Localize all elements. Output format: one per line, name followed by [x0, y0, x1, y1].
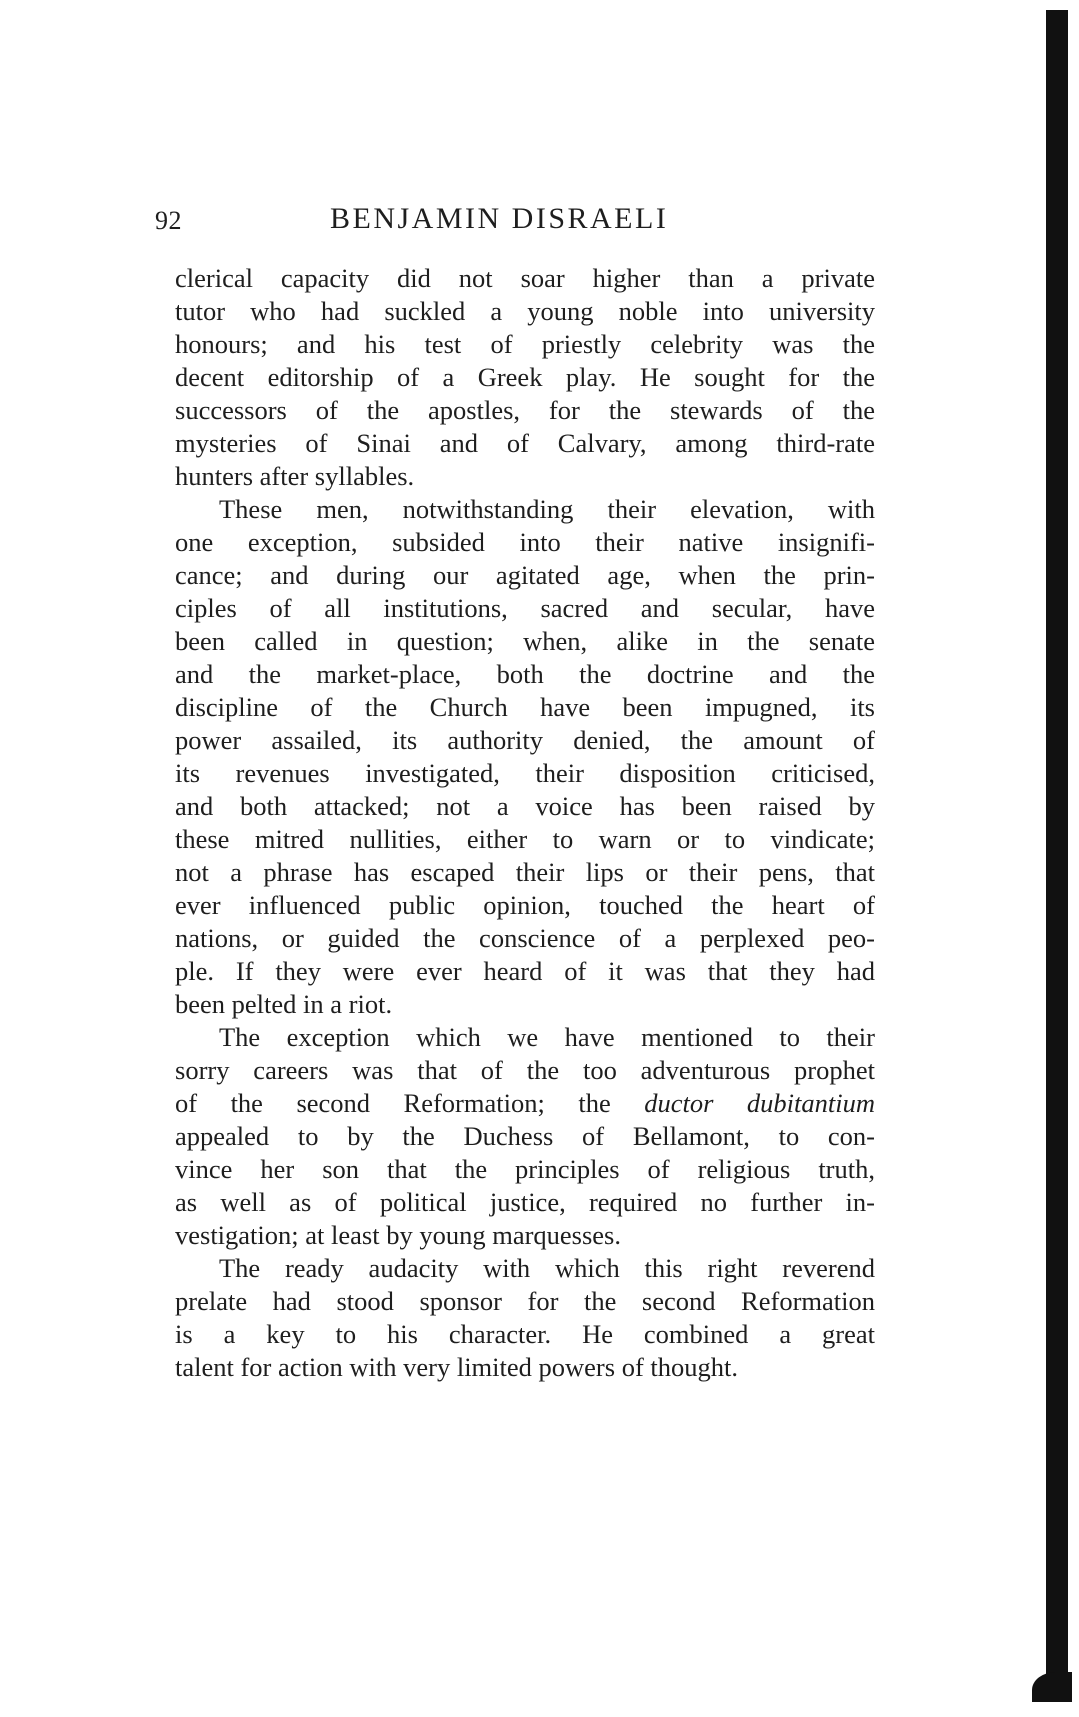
text-line: talent for action with very limited powers of thought.: [175, 1352, 738, 1382]
text-line: not a phrase has escaped their lips or their pens, that: [175, 857, 875, 887]
text-line: discipline of the Church have been impugned, its: [175, 692, 875, 722]
text-line: been pelted in a riot.: [175, 989, 393, 1019]
text-line: one exception, subsided into their native insignifi-: [175, 527, 875, 557]
scan-page-edge-corner: [1032, 1672, 1072, 1702]
text-line: ever influenced public opinion, touched the heart of: [175, 890, 875, 920]
text-line: honours; and his test of priestly celebrity was the: [175, 329, 875, 359]
text-line: decent editorship of a Greek play. He sought for the: [175, 362, 875, 392]
text-line: sorry careers was that of the too adventurous prophet: [175, 1055, 875, 1085]
scan-page-edge-shadow: [1046, 10, 1068, 1696]
body-text: [175, 262, 875, 1384]
text-line: clerical capacity did not soar higher than a private: [175, 263, 875, 293]
text-line: as well as of political justice, required no further in-: [175, 1187, 875, 1217]
text-line: The ready audacity with which this right reverend: [219, 1253, 875, 1283]
text-line: mysteries of Sinai and of Calvary, among third-rate: [175, 428, 875, 458]
text-line: ple. If they were ever heard of it was that they had: [175, 956, 875, 986]
text-line: been called in question; when, alike in the senate: [175, 626, 875, 656]
text-fragment: of the second Reformation; the: [175, 1088, 611, 1118]
text-line: cance; and during our agitated age, when the prin-: [175, 560, 875, 590]
text-line: [175, 1087, 875, 1120]
text-line: successors of the apostles, for the stewards of the: [175, 395, 875, 425]
text-line: and the market-place, both the doctrine and the: [175, 659, 875, 689]
text-line: The exception which we have mentioned to their: [219, 1022, 875, 1052]
text-line: its revenues investigated, their disposition criticised,: [175, 758, 875, 788]
text-line: hunters after syllables.: [175, 461, 415, 491]
text-line: ciples of all institutions, sacred and secular, have: [175, 593, 875, 623]
page-number: 92: [155, 206, 182, 235]
text-line: vestigation; at least by young marquesses.: [175, 1220, 621, 1250]
text-line: is a key to his character. He combined a great: [175, 1319, 875, 1349]
text-line: tutor who had suckled a young noble into university: [175, 296, 875, 326]
text-line: prelate had stood sponsor for the second Reformation: [175, 1286, 875, 1316]
text-line: appealed to by the Duchess of Bellamont, to con-: [175, 1121, 875, 1151]
italic-phrase: ductor dubitantium: [644, 1088, 875, 1118]
text-line: These men, notwithstanding their elevation, with: [219, 494, 875, 524]
running-title: BENJAMIN DISRAELI: [330, 202, 669, 235]
text-line: and both attacked; not a voice has been raised by: [175, 791, 875, 821]
text-line: vince her son that the principles of religious truth,: [175, 1154, 875, 1184]
page-header: [155, 202, 885, 246]
text-line: these mitred nullities, either to warn or to vindicate;: [175, 824, 875, 854]
text-line: power assailed, its authority denied, the amount of: [175, 725, 875, 755]
text-line: nations, or guided the conscience of a perplexed peo-: [175, 923, 875, 953]
